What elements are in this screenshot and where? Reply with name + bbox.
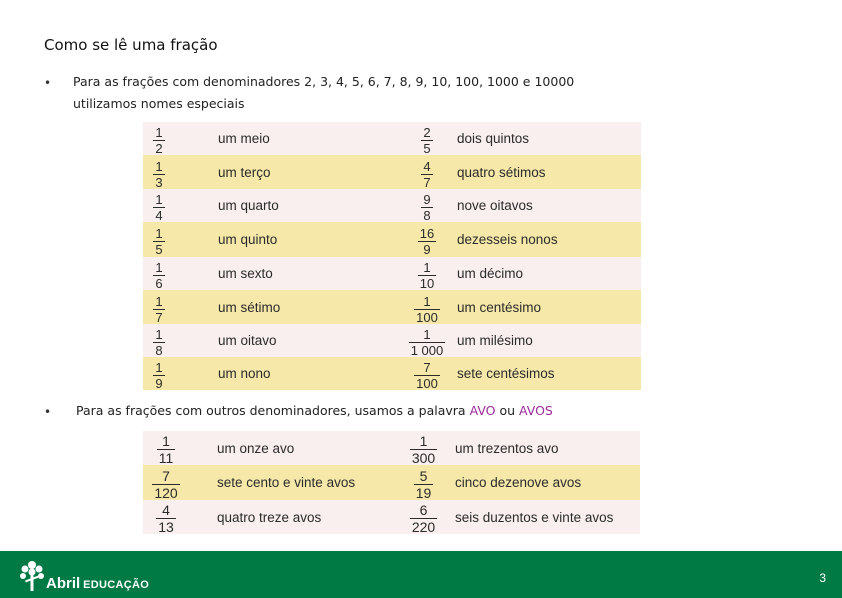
fraction (153, 361, 164, 390)
fraction-name: cinco dezenove avos (455, 475, 582, 490)
denominator: 8 (423, 208, 431, 223)
denominator: 19 (415, 484, 432, 501)
fraction (421, 193, 432, 222)
numerator: 1 (155, 192, 163, 207)
denominator: 5 (423, 141, 431, 156)
fraction (152, 469, 179, 500)
fraction (153, 261, 164, 290)
bullet-2-text (76, 400, 553, 422)
table-row (143, 189, 641, 222)
denominator: 120 (154, 484, 178, 501)
denominator: 6 (155, 276, 163, 291)
bullet-2-text-main: Para as frações com outros denominadores, usamos a palavra (76, 403, 470, 418)
fraction (414, 295, 440, 324)
fraction-name: um nono (218, 366, 271, 381)
denominator: 5 (155, 242, 163, 257)
fraction-name: um terço (218, 164, 271, 180)
numerator: 5 (419, 467, 428, 484)
numerator: 1 (155, 293, 163, 309)
tree-icon (18, 559, 46, 593)
fraction-name: um onze avo (217, 440, 295, 456)
avo-highlight: AVO (469, 403, 496, 418)
denominator: 2 (155, 141, 163, 156)
table-row (143, 222, 641, 257)
numerator: 1 (162, 433, 170, 449)
table-row (143, 357, 641, 390)
denominator: 300 (411, 450, 436, 466)
numerator: 1 (423, 260, 431, 275)
bullet-dot: • (44, 405, 52, 419)
numerator: 2 (423, 125, 431, 140)
fraction-name: um quinto (218, 232, 278, 247)
fraction-name: dois quintos (457, 131, 530, 146)
denominator: 7 (423, 174, 431, 190)
denominator: 9 (423, 242, 431, 257)
numerator: 1 (155, 260, 163, 275)
denominator: 100 (416, 376, 438, 391)
fraction (153, 227, 164, 256)
denominator: 3 (155, 174, 163, 190)
fraction-name: quatro sétimos (457, 164, 546, 180)
numerator: 4 (423, 158, 431, 174)
fraction-name: um quarto (218, 198, 279, 213)
brand-logo (46, 575, 149, 593)
brand-suffix: EDUCAÇÃO (83, 579, 150, 591)
table-row (143, 431, 640, 465)
bullet-1-text (73, 71, 574, 115)
fraction-name: um centésimo (457, 299, 542, 315)
denominator: 8 (155, 343, 163, 358)
fraction (153, 126, 164, 155)
denominator: 1 000 (410, 343, 444, 358)
fraction (414, 361, 440, 390)
numerator: 1 (155, 158, 163, 174)
bullet-dot: • (44, 76, 52, 90)
denominator: 4 (155, 208, 163, 223)
footer-bar (0, 551, 842, 598)
numerator: 1 (155, 125, 163, 140)
fraction (156, 503, 176, 534)
denominator: 10 (419, 276, 435, 291)
fraction (153, 328, 164, 357)
fraction-name: seis duzentos e vinte avos (455, 509, 614, 525)
numerator: 1 (155, 327, 163, 342)
page-title: Como se lê uma fração (44, 36, 218, 54)
fraction-name: quatro treze avos (217, 509, 322, 525)
denominator: 100 (416, 309, 438, 325)
fraction (153, 193, 164, 222)
numerator: 1 (423, 293, 431, 309)
numerator: 7 (162, 467, 170, 484)
numerator: 16 (419, 226, 435, 241)
numerator: 9 (423, 192, 431, 207)
fraction-name: dezesseis nonos (457, 232, 558, 247)
bullet-1-line-1: Para as frações com denominadores 2, 3, 4, 5, 6, 7, 8, 9, 10, 100, 1000 e 10000 (73, 74, 575, 89)
numerator: 1 (155, 226, 163, 241)
fraction-name: um sexto (218, 266, 273, 281)
avos-fractions-table (143, 431, 640, 534)
fraction-name: um trezentos avo (455, 440, 559, 456)
fraction (409, 328, 446, 357)
fraction (421, 126, 432, 155)
table-row (143, 290, 641, 324)
fraction (418, 261, 436, 290)
fraction-name: um milésimo (457, 333, 533, 348)
table-row (143, 500, 640, 534)
denominator: 220 (411, 519, 436, 535)
numerator: 4 (162, 502, 170, 518)
avos-highlight: AVOS (519, 403, 553, 418)
denominator: 13 (158, 519, 174, 535)
fraction-name: sete cento e vinte avos (217, 475, 356, 490)
fraction (414, 469, 434, 500)
fraction-name: um sétimo (218, 299, 281, 315)
bullet-1-line-2: utilizamos nomes especiais (73, 96, 245, 111)
page-number: 3 (819, 571, 826, 585)
fraction (157, 434, 176, 465)
numerator: 1 (155, 360, 163, 375)
fraction (410, 503, 437, 534)
brand-name: Abril (46, 575, 81, 592)
fraction-name: um meio (218, 131, 270, 146)
table-row (143, 324, 641, 357)
numerator: 7 (423, 360, 431, 375)
numerator: 1 (419, 433, 428, 449)
denominator: 11 (158, 450, 174, 466)
fraction-name: um décimo (457, 266, 524, 281)
fraction-names-table (143, 122, 641, 390)
bullet-2-connector: ou (495, 403, 520, 418)
fraction (418, 227, 436, 256)
numerator: 6 (419, 502, 428, 518)
denominator: 7 (155, 309, 163, 325)
fraction (410, 434, 437, 465)
fraction-name: sete centésimos (457, 366, 555, 381)
table-row (143, 257, 641, 290)
fraction (153, 295, 164, 324)
fraction-name: nove oitavos (457, 198, 533, 213)
denominator: 9 (155, 376, 163, 391)
fraction-name: um oitavo (218, 333, 277, 348)
numerator: 1 (423, 327, 431, 342)
fraction (153, 160, 164, 189)
table-row (143, 155, 641, 189)
fraction (421, 160, 432, 189)
table-row (143, 122, 641, 155)
table-row (143, 465, 640, 500)
